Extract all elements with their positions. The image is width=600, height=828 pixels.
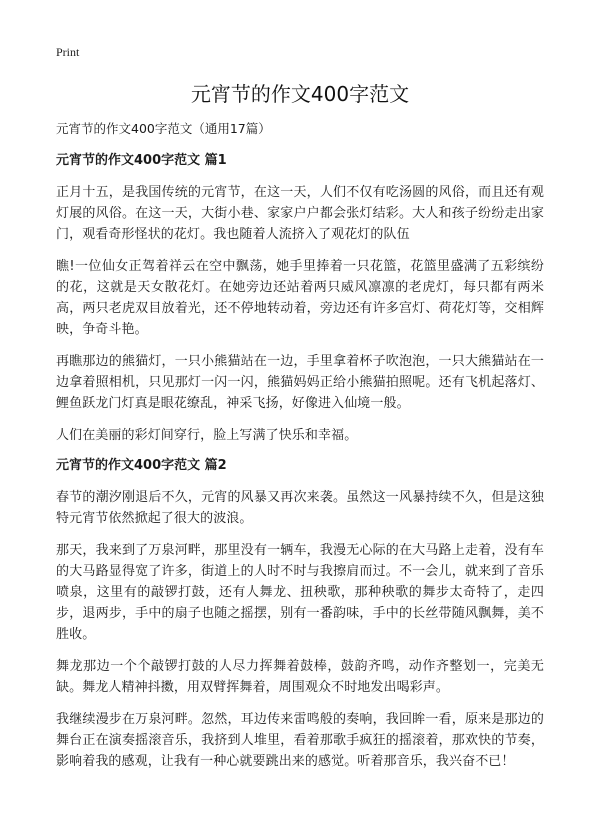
section-2: [56, 457, 544, 772]
paragraph: 春节的潮汐刚退后不久，元宵的风暴又再次来袭。虽然这一风暴持续不久，但是这独特元宵节依然掀起了很大的波浪。: [56, 490, 544, 526]
paragraph: 我继续漫步在万泉河畔。忽然，耳边传来雷鸣般的奏响，我回眸一看，原来是那边的舞台正在演奏摇滚音乐，我挤到人堆里，看着那歌手疯狂的摇滚着，那欢快的节奏，影响着我的感观，让我有一种心就要跳出来的感觉。听着那音乐，我兴奋不已！: [56, 712, 544, 769]
paragraph: 舞龙那边一个个敲锣打鼓的人尽力挥舞着鼓棒，鼓韵齐鸣，动作齐整划一，完美无缺。舞龙人精神抖擞，用双臂挥舞着，周围观众不时地发出喝彩声。: [56, 659, 544, 695]
section-1: [56, 152, 544, 446]
paragraph: 正月十五，是我国传统的元宵节，在这一天，人们不仅有吃汤圆的风俗，而且还有观灯展的风俗。在这一天，大街小巷、家家户户都会张灯结彩。大人和孩子纷纷走出家门，观看奇形怪状的花灯。我也随着人流挤入了观花灯的队伍: [56, 185, 544, 242]
print-link[interactable]: Print: [56, 45, 80, 59]
paragraph: 人们在美丽的彩灯间穿行，脸上写满了快乐和幸福。: [56, 428, 358, 443]
paragraph: 那天，我来到了万泉河畔，那里没有一辆车，我漫无心际的在大马路上走着，没有车的大马路显得宽了许多，街道上的人时不时与我擦肩而过。不一会儿，就来到了音乐喷泉，这里有的敲锣打鼓，还有人舞龙、扭秧歌，那种秧歌的舞步太奇特了，走四步，退两步，手中的扇子也随之摇摆，别有一番韵味，手中的长丝带随风飘舞，美不胜收。: [56, 543, 544, 642]
section-heading: 元宵节的作文400字范文 篇2: [56, 458, 227, 473]
section-heading: 元宵节的作文400字范文 篇1: [56, 153, 227, 168]
paragraph: 瞧!一位仙女正驾着祥云在空中飘荡，她手里捧着一只花篮，花篮里盛满了五彩缤纷的花，这就是天女散花灯。在她旁边还站着两只威风凛凛的老虎灯，每只都有两米高，两只老虎双目放着光，还不停地转动着，旁边还有许多宫灯、荷花灯等，交相辉映，争奇斗艳。: [56, 259, 544, 337]
page-title: 元宵节的作文400字范文: [190, 82, 410, 106]
paragraph: 再瞧那边的熊猫灯，一只小熊猫站在一边，手里拿着杯子吹泡泡，一只大熊猫站在一边拿着照相机，只见那灯一闪一闪，熊猫妈妈正给小熊猫拍照呢。还有飞机起落灯、鲤鱼跃龙门灯真是眼花缭乱，神采飞扬，好像进入仙境一般。: [56, 354, 544, 411]
article-subtitle: 元宵节的作文400字范文（通用17篇）: [56, 121, 271, 136]
article-body: [56, 120, 544, 783]
